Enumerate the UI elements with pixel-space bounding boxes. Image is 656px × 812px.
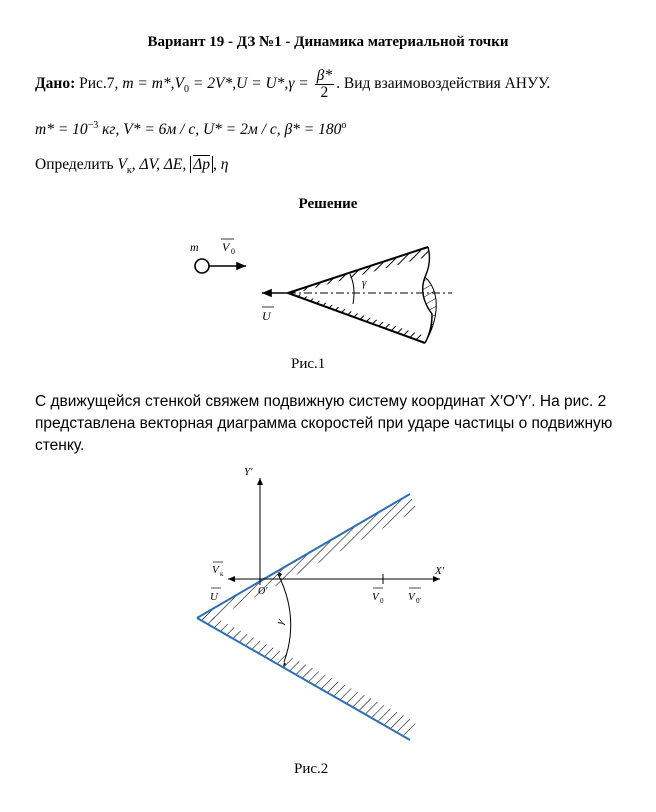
eq-m: m = m*, [122, 75, 175, 93]
determine-items: , ΔV, ΔE, [131, 156, 191, 173]
upper-hatch-band [197, 494, 417, 620]
origin-label: O′ [258, 586, 268, 597]
vk-label: V [212, 564, 219, 576]
y-axis-label: Y′ [244, 466, 253, 478]
values-m: m* = 10 [35, 121, 88, 139]
gamma-label-2: γ [273, 617, 287, 627]
given-label: Дано: [35, 75, 76, 93]
eq-v0-sub: 0 [184, 84, 190, 96]
v0p-label: V [408, 591, 415, 603]
determine-items3: , η [213, 156, 229, 173]
v0-sub-2: 0 [380, 597, 384, 605]
eq-v0: V [174, 75, 185, 93]
values-deg: o [341, 120, 347, 131]
v0-label-2: V [372, 591, 379, 603]
x-axis-label: X′ [435, 565, 445, 577]
frac-num: β* [316, 67, 333, 84]
solution-heading: Решение [298, 196, 358, 212]
eq-gamma: γ = [288, 75, 309, 93]
paragraph: С движущейся стенкой свяжем подвижную систему координат X′O′Y′. На рис. 2 представлена векторная диаграмма скоростей при ударе частицы о подвижную стенку. [35, 393, 613, 454]
fig1-caption: Рис.1 [291, 356, 326, 372]
values-rest: кг, V* = 6м / c, U* = 2м / c, β* = 180 [98, 121, 342, 139]
determine-label: Определить [35, 156, 114, 173]
v0-sub: 0 [231, 247, 235, 256]
mass-label: m [190, 240, 199, 254]
u-label-1: U [262, 309, 271, 323]
lower-hatch-band [197, 617, 416, 738]
eq-u: U = U*, [236, 75, 289, 93]
fig2-caption: Рис.2 [294, 761, 329, 777]
u-label-2: U [210, 591, 218, 603]
v0-label: V [222, 240, 230, 254]
given-tail: . Вид взаимовоздействия АНУУ. [336, 75, 551, 93]
determine-vk: V [117, 156, 127, 173]
determine-abs: $\overline{\Delta p}$ [190, 156, 213, 173]
page-title: Вариант 19 - ДЗ №1 - Динамика материальной точки [147, 34, 509, 50]
v0p-sub: 0′ [416, 597, 422, 605]
gamma-label-1: γ [362, 277, 367, 289]
lower-edge [197, 618, 410, 740]
values-exp: −3 [87, 120, 99, 131]
eq-v0-rhs: = 2V*, [189, 75, 237, 93]
gamma-arc-2 [278, 574, 291, 662]
determine-vk-sub: к [126, 165, 132, 177]
frac-den: 2 [320, 84, 329, 101]
vk-sub: к [220, 570, 224, 578]
fig-ref: Рис.7, [79, 75, 119, 93]
